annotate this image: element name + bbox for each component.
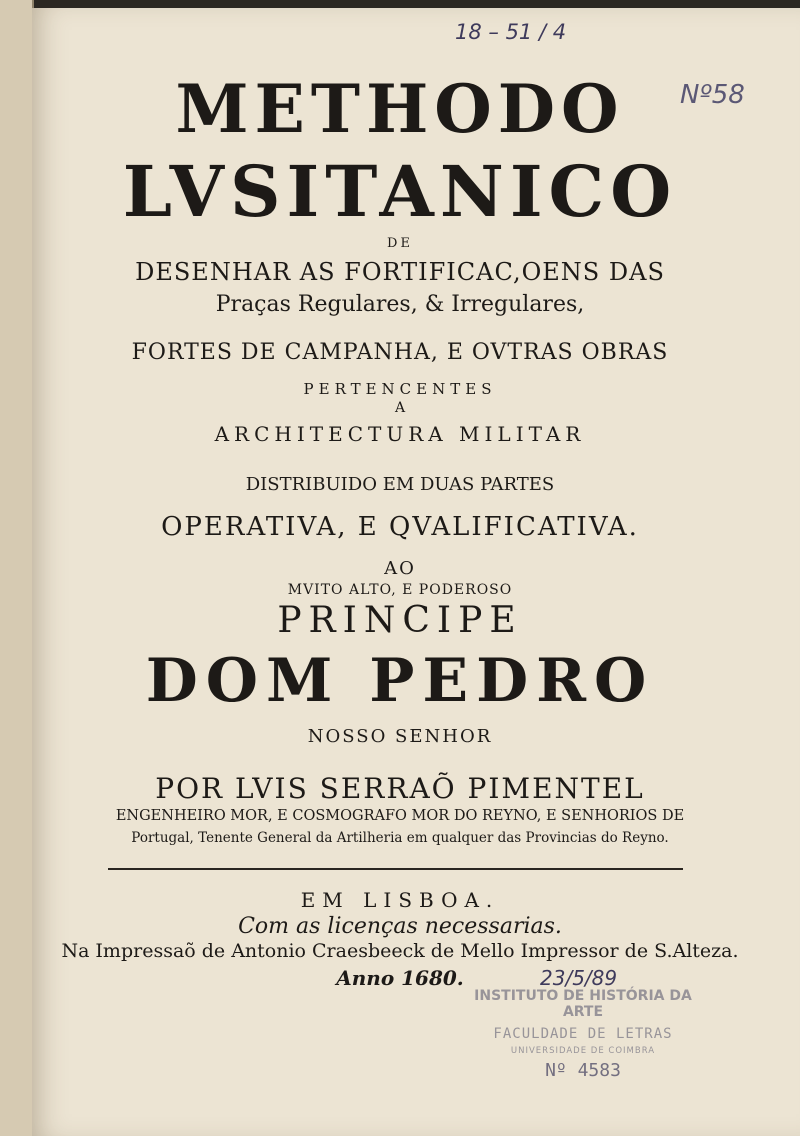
title-methodo: METHODO	[175, 70, 625, 148]
title-pracas: Praças Regulares, & Irregulares,	[215, 292, 585, 317]
stamp-line-2: FACULDADE DE LETRAS	[493, 1026, 673, 1042]
imprint-year: Anno 1680.	[336, 966, 464, 990]
title-architectura: ARCHITECTURA MILITAR	[214, 422, 586, 446]
title-desenhar: DESENHAR AS FORTIFICAC,OENS DAS	[135, 258, 665, 286]
author-role-1: ENGENHEIRO MOR, E COSMOGRAFO MOR DO REYNO, E SENHORIOS DE	[115, 808, 685, 824]
handwritten-shelfmark: 18 – 51 / 4	[455, 20, 567, 44]
dedication-nosso: NOSSO SENHOR	[307, 726, 493, 747]
dedication-principe: PRINCIPE	[277, 600, 523, 641]
dedication-muito: MVITO ALTO, E PODEROSO	[287, 582, 513, 598]
subtitle-parts: OPERATIVA, E QVALIFICATIVA.	[161, 512, 639, 542]
divider-rule	[108, 868, 683, 870]
author-name: POR LVIS SERRAÕ PIMENTEL	[155, 772, 645, 805]
dedication-ao: AO	[384, 558, 416, 579]
subtitle-distributed: DISTRIBUIDO EM DUAS PARTES	[245, 474, 555, 495]
imprint-printer: Na Impressaõ de Antonio Craesbeeck de Mello Impressor de S.Alteza.	[61, 940, 739, 962]
title-lusitanico: LVSITANICO	[122, 150, 678, 233]
stamp-line-4: Nº 4583	[545, 1060, 621, 1081]
stamp-line-3: UNIVERSIDADE DE COIMBRA	[510, 1046, 656, 1056]
handwritten-number: Nº58	[680, 80, 745, 110]
library-stamp	[454, 988, 712, 1081]
title-pertencentes: PERTENCENTES	[303, 380, 497, 398]
imprint-licence: Com as licenças necessarias.	[238, 914, 562, 939]
dedication-name: DOM PEDRO	[145, 646, 655, 716]
imprint-city: EM LISBOA.	[300, 888, 500, 912]
title-fortes: FORTES DE CAMPANHA, E OVTRAS OBRAS	[131, 340, 669, 365]
title-a: A	[394, 400, 406, 416]
stamp-line-1: INSTITUTO DE HISTÓRIA DA ARTE	[474, 988, 692, 1020]
handwritten-date: 23/5/89	[540, 966, 618, 990]
title-de: DE	[387, 236, 413, 251]
author-role-2: Portugal, Tenente General da Artilheria em qualquer das Provincias do Reyno.	[131, 830, 669, 846]
